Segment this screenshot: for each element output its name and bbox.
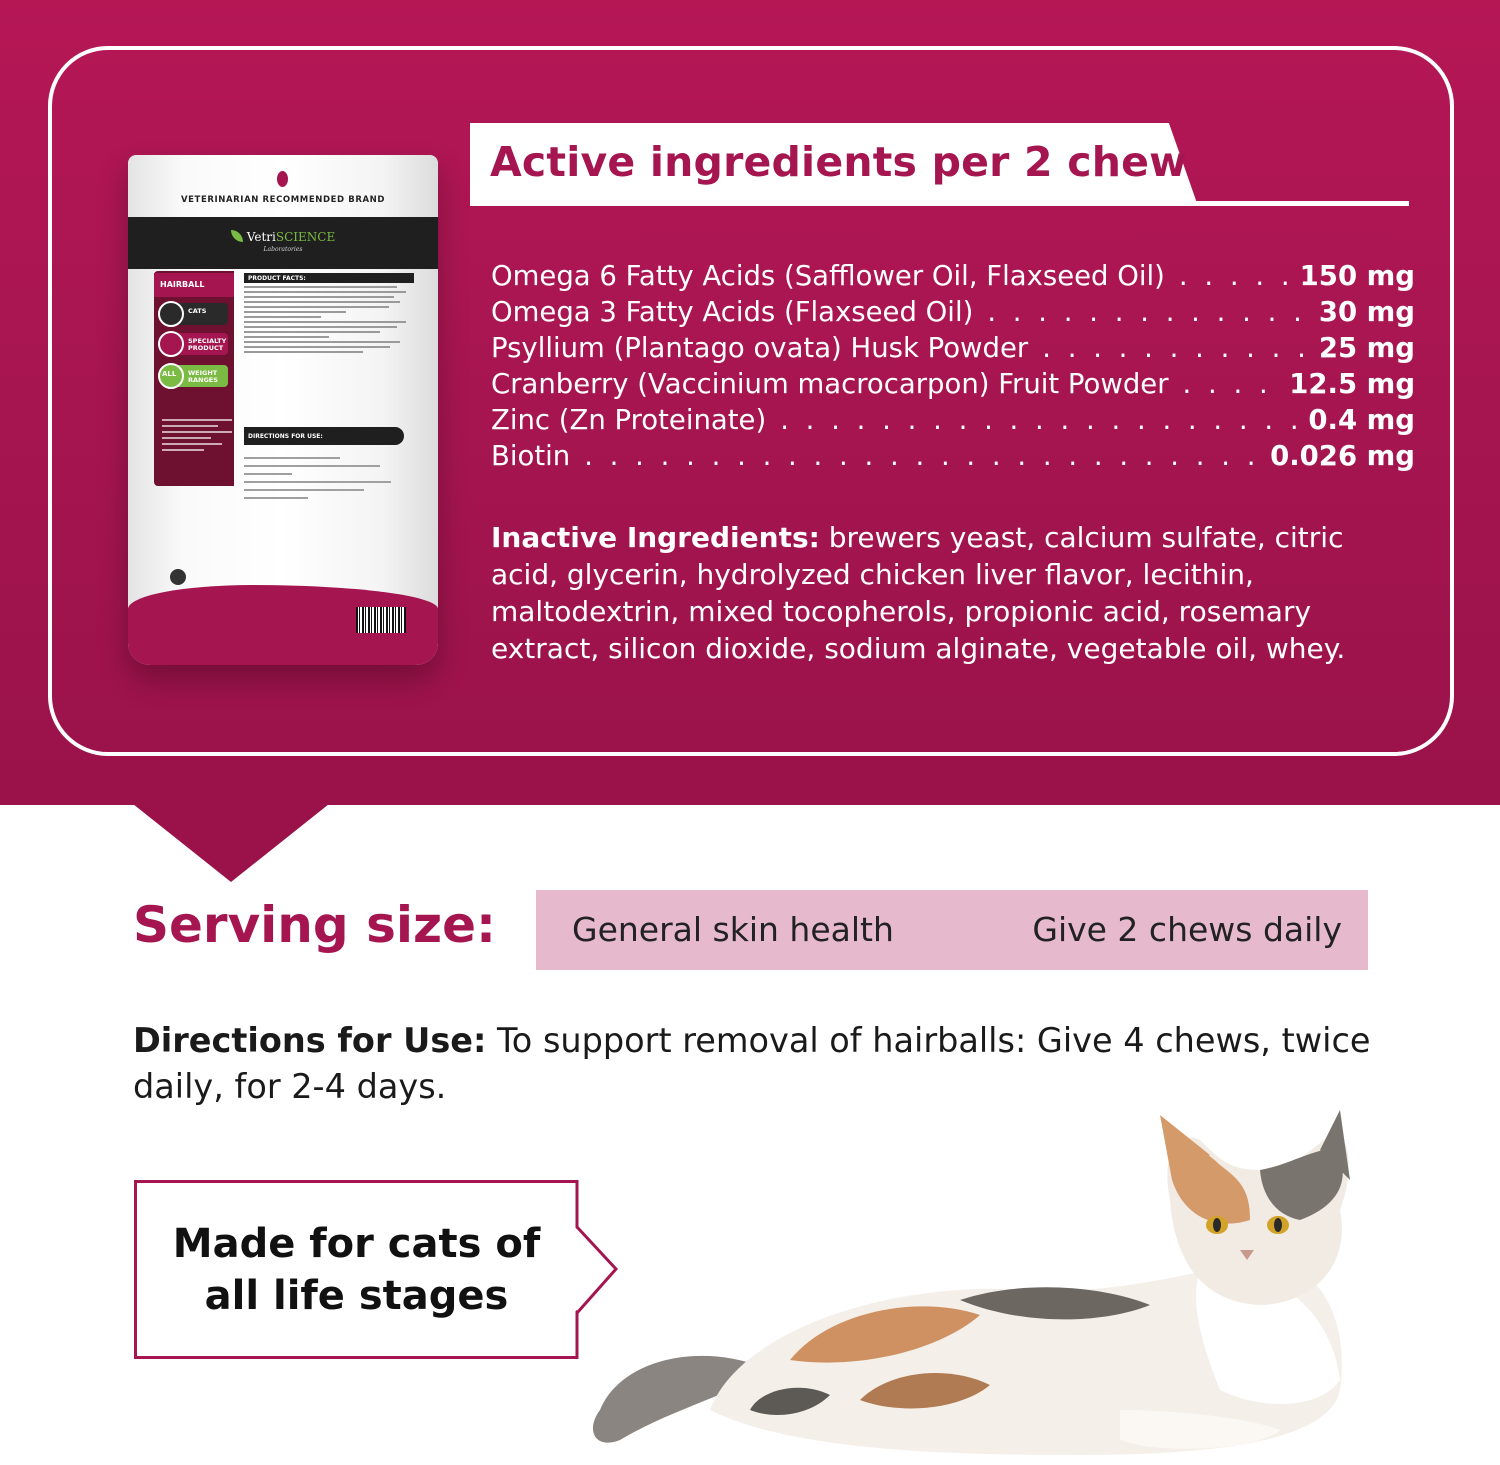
dot-leader bbox=[584, 440, 1264, 472]
pouch-specialty-pill bbox=[162, 333, 228, 355]
pouch-logo bbox=[128, 230, 438, 244]
pouch-brand-banner: VETERINARIAN RECOMMENDED BRAND bbox=[180, 195, 386, 205]
pouch-weight-label: WEIGHT RANGES bbox=[188, 369, 218, 384]
pouch-facts-panel bbox=[244, 273, 414, 403]
pouch-logo-word-2: SCIENCE bbox=[275, 230, 336, 244]
serving-dose: Give 2 chews daily bbox=[1032, 910, 1342, 949]
leaf-icon bbox=[231, 230, 243, 242]
cat-icon bbox=[158, 301, 184, 327]
barcode-icon bbox=[356, 607, 406, 633]
inactive-ingredients bbox=[491, 519, 1411, 667]
cat-photo bbox=[560, 1110, 1490, 1465]
ingredient-row bbox=[491, 404, 1415, 440]
ingredient-name: Omega 6 Fatty Acids (Safflower Oil, Flaxseed Oil) bbox=[491, 260, 1165, 292]
inactive-ingredients-text: brewers yeast, calcium sulfate, citric acid, glycerin, hydrolyzed chicken liver flavor, lecithin, maltodextrin, mixed tocopherols, propionic acid, rosemary extract, silicon dioxide, sodium alginate, vegetable oil, whey. bbox=[491, 521, 1346, 665]
heart-icon bbox=[158, 331, 184, 357]
pouch-cats-pill bbox=[162, 303, 228, 325]
pouch-directions-header: DIRECTIONS FOR USE: bbox=[244, 427, 404, 445]
dot-leader bbox=[1179, 260, 1294, 292]
directions-text: To support removal of hairballs: Give 4 chews, twice daily, for 2-4 days. bbox=[133, 1021, 1371, 1106]
pouch-hang-hole bbox=[277, 171, 288, 187]
ingredient-name: Cranberry (Vaccinium macrocarpon) Fruit Powder bbox=[491, 368, 1169, 400]
ingredient-amount: 150 mg bbox=[1299, 260, 1415, 292]
ingredient-name: Psyllium (Plantago ovata) Husk Powder bbox=[491, 332, 1029, 364]
callout-line-2: all life stages bbox=[204, 1273, 509, 1319]
ingredient-amount: 25 mg bbox=[1318, 332, 1415, 364]
active-ingredients-title: Active ingredients per 2 chew bbox=[490, 138, 1188, 186]
dot-leader bbox=[1042, 332, 1313, 364]
ingredient-amount: 30 mg bbox=[1318, 296, 1415, 328]
pouch-seal-icon bbox=[170, 569, 186, 585]
ingredient-row bbox=[491, 332, 1415, 368]
serving-size-label: Serving size: bbox=[133, 896, 497, 954]
dot-leader bbox=[1183, 368, 1284, 400]
pouch-logo-word-1: Vetri bbox=[246, 230, 276, 244]
ingredient-amount: 12.5 mg bbox=[1289, 368, 1415, 400]
active-ingredients-list bbox=[491, 260, 1415, 476]
ingredient-name: Biotin bbox=[491, 440, 571, 472]
pouch-cats-label: CATS bbox=[188, 307, 207, 315]
pouch-details-text bbox=[162, 415, 232, 485]
dot-leader bbox=[780, 404, 1302, 436]
directions-for-use bbox=[133, 1018, 1373, 1110]
callout-line-1: Made for cats of bbox=[172, 1221, 541, 1267]
pouch-weight-badge: ALL bbox=[162, 370, 177, 378]
pouch-category-tab: HAIRBALL bbox=[154, 273, 234, 297]
dot-leader bbox=[987, 296, 1313, 328]
directions-label: Directions for Use: bbox=[133, 1021, 487, 1060]
ingredient-row bbox=[491, 440, 1415, 476]
ingredient-amount: 0.026 mg bbox=[1270, 440, 1415, 472]
pouch-logo-sub: Laboratories bbox=[263, 246, 303, 253]
inactive-ingredients-label: Inactive Ingredients: bbox=[491, 521, 820, 554]
ingredient-name: Zinc (Zn Proteinate) bbox=[491, 404, 767, 436]
all-weights-icon bbox=[158, 363, 184, 389]
ingredient-row bbox=[491, 368, 1415, 404]
ingredient-amount: 0.4 mg bbox=[1308, 404, 1415, 436]
serving-use: General skin health bbox=[572, 910, 894, 949]
product-pouch-image bbox=[128, 155, 438, 665]
pouch-weight-pill bbox=[162, 365, 228, 387]
callout-text bbox=[134, 1218, 579, 1322]
active-title-underline bbox=[1195, 201, 1409, 206]
pouch-directions-text bbox=[244, 451, 404, 505]
ingredient-name: Omega 3 Fatty Acids (Flaxseed Oil) bbox=[491, 296, 974, 328]
ingredient-row bbox=[491, 296, 1415, 332]
ingredient-row bbox=[491, 260, 1415, 296]
pouch-facts-header: PRODUCT FACTS: bbox=[244, 273, 414, 283]
pouch-specialty-label: SPECIALTY PRODUCT bbox=[188, 337, 227, 352]
section-pointer bbox=[133, 804, 329, 882]
